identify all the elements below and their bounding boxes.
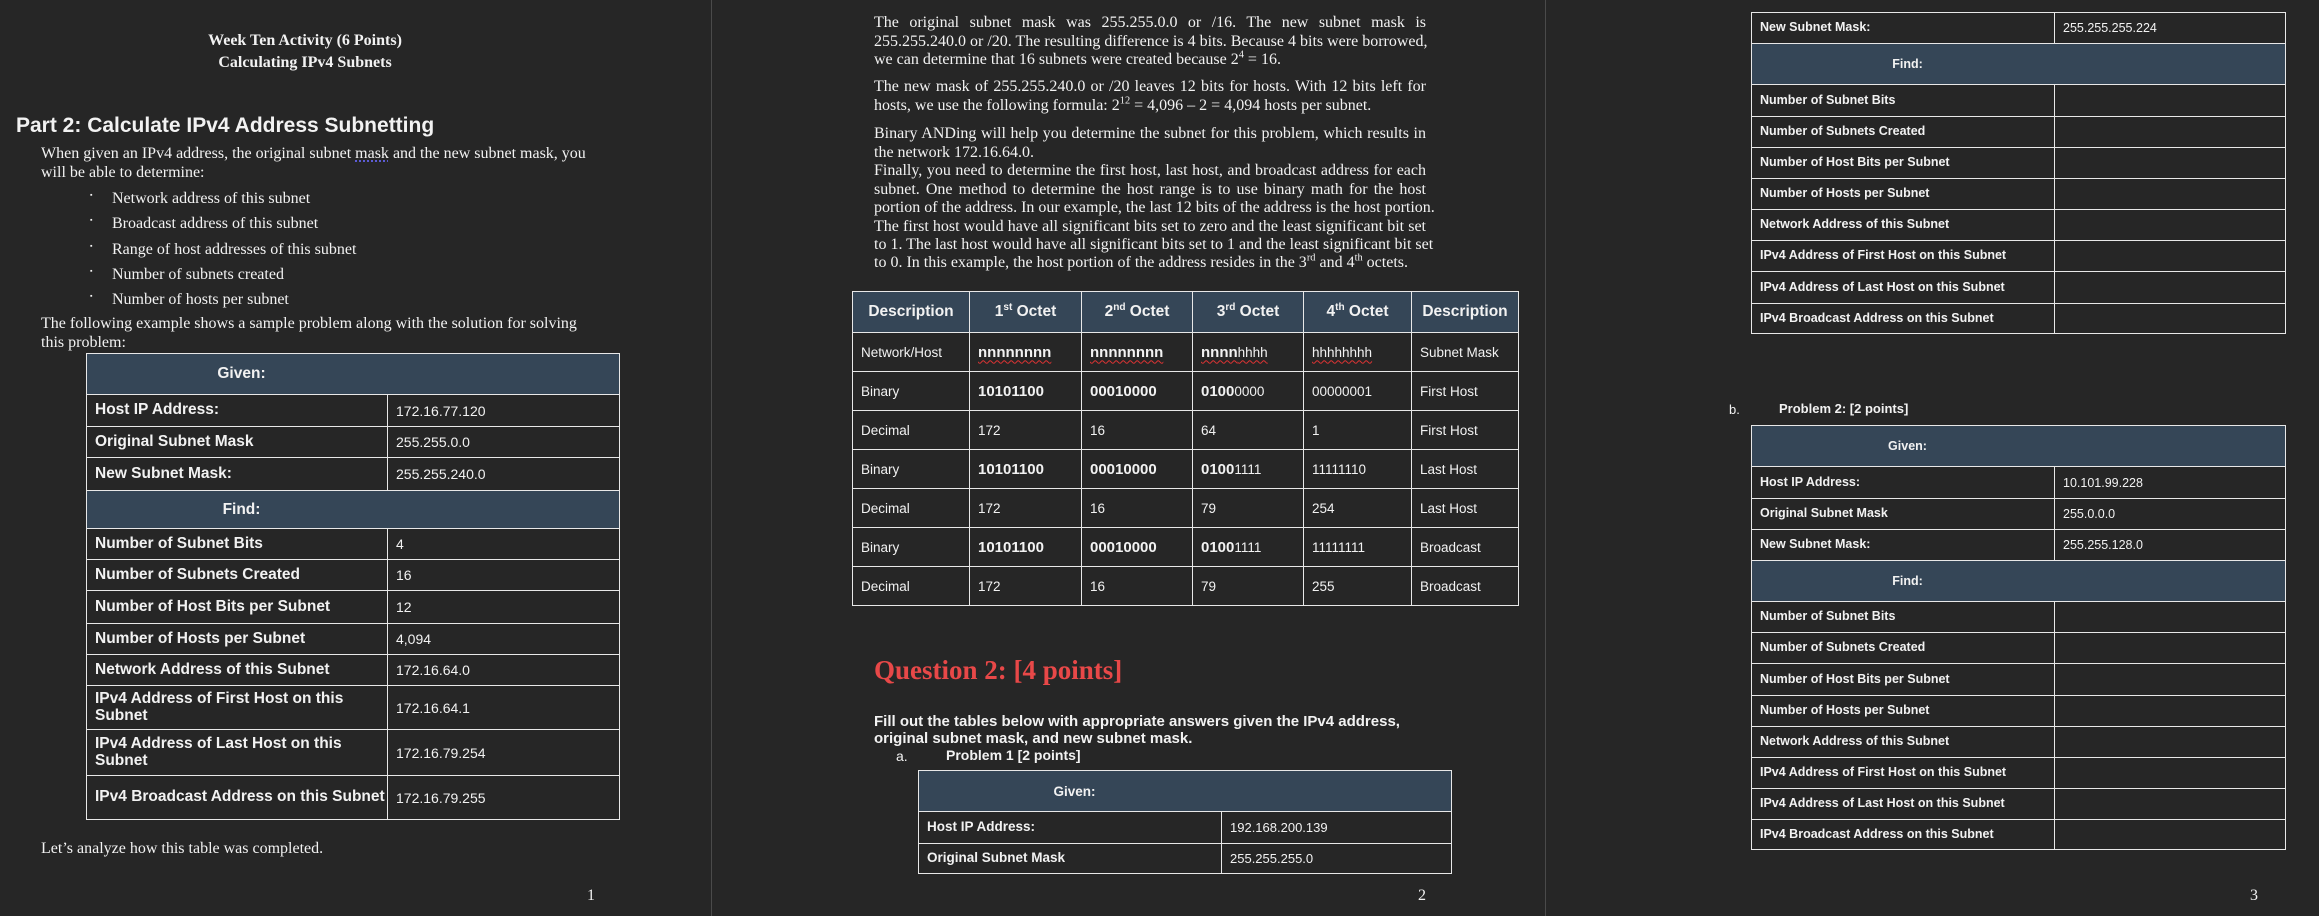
text: octets. (1362, 254, 1408, 271)
row-description: Binary (853, 528, 970, 567)
row-value[interactable] (2055, 117, 2286, 148)
row-description: Last Host (1412, 450, 1519, 489)
row-value: 4 (388, 529, 620, 560)
ordinal-suffix: rd (1225, 301, 1236, 313)
row-value[interactable] (2055, 304, 2286, 334)
list-marker: a. (896, 748, 908, 764)
row-label: IPv4 Address of First Host on this Subnet (87, 686, 388, 730)
list-marker: b. (1729, 402, 1740, 417)
column-header-label: Octet (1235, 303, 1280, 320)
octet-number: 3 (1216, 303, 1226, 320)
section-heading: Part 2: Calculate IPv4 Address Subnetting (16, 114, 435, 137)
host-bits: 00000001 (1312, 383, 1373, 399)
bullet-item: Broadcast address of this subnet (112, 215, 319, 232)
row-value[interactable] (2055, 148, 2286, 179)
table-row (1752, 664, 2286, 696)
octet-number: 4 (1326, 303, 1336, 320)
bullet-item: Number of subnets created (112, 266, 284, 283)
row-value: 255.255.240.0 (388, 458, 620, 491)
paragraph-line: 255.255.240.0 or /20. The resulting difference is 4 bits. Because 4 bits were borrowed, (874, 33, 1428, 50)
bullet-icon: ▪ (90, 191, 93, 199)
row-value[interactable] (2055, 727, 2286, 758)
page-number: 1 (587, 887, 595, 904)
text: we can determine that 16 subnets were created because 2 (874, 51, 1239, 68)
table-row (1752, 602, 2286, 633)
host-bits: 1 (1312, 422, 1320, 438)
table-row (1752, 241, 2286, 272)
row-label: Number of Subnet Bits (1752, 602, 2055, 633)
row-label: IPv4 Broadcast Address on this Subnet (1752, 820, 2055, 850)
row-value: 172.16.77.120 (388, 395, 620, 427)
section-header-label: Find: (222, 500, 261, 518)
row-description: Decimal (853, 489, 970, 528)
text: th (1354, 252, 1363, 264)
row-value: 172.16.64.0 (388, 655, 620, 686)
table-row (1752, 13, 2286, 44)
table-row (1752, 304, 2286, 334)
table-row (1752, 499, 2286, 530)
text: = 16. (1243, 51, 1281, 68)
network-bits: nnnn (1201, 343, 1238, 361)
example-line-1: The following example shows a sample problem along with the solution for solving (41, 315, 577, 332)
row-value: 172.16.79.255 (388, 776, 620, 820)
text: rd (1306, 252, 1316, 264)
example-line-2: this problem: (41, 334, 126, 351)
text: = 4,096 – 2 = 4,094 hosts per subnet. (1130, 97, 1372, 114)
row-label: Number of Host Bits per Subnet (1752, 664, 2055, 696)
row-value[interactable] (2055, 85, 2286, 117)
page-number: 2 (1418, 887, 1426, 904)
table-header-row (1752, 426, 2286, 467)
text: to 0. In this example, the host portion of the address resides in the 3 (874, 254, 1307, 271)
paragraph-line: to 1. The last host would have all significant bits set to 1 and the least significant bit set (874, 236, 1434, 253)
host-bits: 172 (978, 578, 1001, 594)
ordinal-suffix: nd (1113, 301, 1126, 313)
network-bits: 0100 (1201, 460, 1235, 478)
row-label: New Subnet Mask: (1752, 13, 2055, 44)
intro-text: and the new subnet mask, you (388, 145, 586, 162)
row-label: Network Address of this Subnet (87, 655, 388, 686)
column-header-label: Description (868, 303, 954, 320)
row-label: Number of Subnets Created (87, 560, 388, 591)
table-row (1752, 467, 2286, 499)
row-value: 255.0.0.0 (2055, 499, 2286, 530)
row-value[interactable] (2055, 602, 2286, 633)
table-row (1752, 789, 2286, 820)
host-bits: 16 (1090, 500, 1106, 516)
host-bits: 11111111 (1312, 539, 1366, 555)
row-label: Number of Subnets Created (1752, 633, 2055, 664)
row-value: 255.255.0.0 (388, 427, 620, 458)
row-label: Number of Host Bits per Subnet (1752, 148, 2055, 179)
document-title: Week Ten Activity (6 Points) (208, 32, 402, 49)
row-value[interactable] (2055, 179, 2286, 210)
network-bits: 00010000 (1090, 538, 1157, 556)
row-label: Number of Hosts per Subnet (87, 624, 388, 655)
host-bits: 11111110 (1312, 461, 1367, 477)
row-label: Number of Hosts per Subnet (1752, 179, 2055, 210)
row-value: 4,094 (388, 624, 620, 655)
table-row (1752, 148, 2286, 179)
column-header-label: Description (1422, 303, 1508, 320)
row-value[interactable] (2055, 210, 2286, 241)
section-header-label: Find: (1892, 574, 1923, 588)
row-label: IPv4 Address of Last Host on this Subnet (87, 730, 388, 776)
closing-text: Let’s analyze how this table was completed. (41, 840, 324, 857)
network-bits: 10101100 (978, 538, 1044, 556)
problem-2-label: Problem 2: [2 points] (1779, 401, 1909, 416)
row-value[interactable] (2055, 633, 2286, 664)
ordinal-suffix: th (1335, 301, 1345, 313)
table-row (1752, 179, 2286, 210)
paragraph-line: The first host would have all significant bits set to zero and the least significant bit set (874, 218, 1426, 235)
row-label: Host IP Address: (1752, 467, 2055, 499)
paragraph-line: portion of the address. In our example, the last 12 bits of the address is the host portion. (874, 199, 1435, 216)
intro-text: When given an IPv4 address, the original subnet (41, 145, 356, 162)
row-value: 16 (388, 560, 620, 591)
row-description: Broadcast (1412, 567, 1519, 606)
row-label: IPv4 Address of First Host on this Subnet (1752, 241, 2055, 272)
problem-2-table (1751, 425, 2286, 850)
network-bits: 0100 (1201, 382, 1235, 400)
row-label: Original Subnet Mask (919, 844, 1222, 874)
row-description: Broadcast (1412, 528, 1519, 567)
table-header-row (1752, 561, 2286, 602)
table-row (1752, 633, 2286, 664)
table-row (1752, 272, 2286, 304)
bullet-icon: ▪ (90, 242, 93, 250)
row-label: New Subnet Mask: (1752, 530, 2055, 561)
column-header-label: Octet (1012, 303, 1057, 320)
row-value[interactable] (2055, 272, 2286, 304)
row-label: IPv4 Address of First Host on this Subnet (1752, 758, 2055, 789)
table-row (1752, 727, 2286, 758)
instructions-line-2: original subnet mask, and new subnet mask. (874, 730, 1193, 747)
section-header-label: Find: (1892, 57, 1923, 71)
section-header (1752, 426, 2286, 467)
bullet-item: Number of hosts per subnet (112, 291, 289, 308)
network-bits: nnnnnnnn (1090, 343, 1164, 361)
row-label: IPv4 Address of Last Host on this Subnet (1752, 272, 2055, 304)
row-description: Last Host (1412, 489, 1519, 528)
row-label: Original Subnet Mask (87, 427, 388, 458)
bullet-item: Network address of this subnet (112, 190, 311, 207)
host-bits: 64 (1201, 422, 1217, 438)
row-label: Host IP Address: (919, 812, 1222, 844)
row-label: Number of Subnets Created (1752, 117, 2055, 148)
table-row (1752, 820, 2286, 850)
host-bits: 254 (1312, 500, 1335, 516)
row-description: Decimal (853, 411, 970, 450)
row-value: 10.101.99.228 (2055, 467, 2286, 499)
document-subtitle: Calculating IPv4 Subnets (218, 54, 392, 71)
host-bits: 1111 (1234, 539, 1262, 555)
problem-1-label: Problem 1 [2 points] (946, 747, 1081, 763)
network-bits: 0100 (1201, 538, 1235, 556)
host-bits: 79 (1201, 578, 1217, 594)
paragraph-line: subnet. One method to determine the host range is to use binary math for the host (874, 181, 1426, 198)
question-heading: Question 2: [4 points] (874, 655, 1123, 685)
host-bits: 0000 (1234, 383, 1265, 399)
network-bits: 10101100 (978, 382, 1044, 400)
octet-number: 2 (1104, 303, 1114, 320)
row-value: 12 (388, 591, 620, 624)
section-header-label: Given: (1888, 439, 1927, 453)
table-row (1752, 530, 2286, 561)
table-row (1752, 117, 2286, 148)
host-bits: hhhhhhhh (1312, 344, 1373, 360)
text: and 4 (1315, 254, 1355, 271)
host-bits: 1111 (1234, 461, 1262, 477)
row-description: First Host (1412, 411, 1519, 450)
row-value: 192.168.200.139 (1222, 812, 1452, 844)
host-bits: 255 (1312, 578, 1335, 594)
bullet-item: Range of host addresses of this subnet (112, 241, 357, 258)
row-label: IPv4 Address of Last Host on this Subnet (1752, 789, 2055, 820)
host-bits: hhhh (1237, 344, 1268, 360)
row-value: 255.255.255.0 (1222, 844, 1452, 874)
exponent: 12 (1119, 95, 1131, 107)
bullet-icon: ▪ (90, 292, 93, 300)
row-value[interactable] (2055, 696, 2286, 727)
column-header-label: Octet (1125, 303, 1170, 320)
row-label: Number of Hosts per Subnet (1752, 696, 2055, 727)
row-description: Network/Host (853, 333, 970, 372)
row-label: IPv4 Broadcast Address on this Subnet (1752, 304, 2055, 334)
row-value: 172.16.79.254 (388, 730, 620, 776)
row-description: Subnet Mask (1412, 333, 1519, 372)
table-row (1752, 210, 2286, 241)
instructions-line-1: Fill out the tables below with appropriate answers given the IPv4 address, (874, 713, 1400, 730)
row-label: IPv4 Broadcast Address on this Subnet (87, 776, 388, 820)
row-label: Number of Host Bits per Subnet (87, 591, 388, 624)
row-label: New Subnet Mask: (87, 458, 388, 491)
grammar-flagged-word: mask (355, 145, 389, 162)
section-header (1752, 561, 2286, 602)
row-label: Host IP Address: (87, 395, 388, 427)
row-label: Number of Subnet Bits (1752, 85, 2055, 117)
exponent: 4 (1238, 49, 1244, 61)
octet-number: 1 (994, 303, 1004, 320)
paragraph-line: The new mask of 255.255.240.0 or /20 leaves 12 bits for hosts. With 12 bits left for (874, 78, 1426, 95)
bullet-icon: ▪ (90, 267, 93, 275)
paragraph-line: Binary ANDing will help you determine the subnet for this problem, which results in (874, 125, 1426, 142)
row-value: 255.255.128.0 (2055, 530, 2286, 561)
row-value[interactable] (2055, 664, 2286, 696)
bullet-icon: ▪ (90, 216, 93, 224)
row-description: Binary (853, 450, 970, 489)
paragraph-line: The original subnet mask was 255.255.0.0 or /16. The new subnet mask is (874, 14, 1426, 31)
section-header-label: Given: (217, 365, 266, 382)
host-bits: 16 (1090, 578, 1106, 594)
problem-1-find-table (1751, 12, 2286, 334)
row-value[interactable] (2055, 758, 2286, 789)
row-label: Network Address of this Subnet (1752, 727, 2055, 758)
host-bits: 172 (978, 422, 1001, 438)
text: hosts, we use the following formula: 2 (874, 97, 1120, 114)
host-bits: 79 (1201, 500, 1217, 516)
intro-line-2: will be able to determine: (41, 164, 205, 181)
row-description: Decimal (853, 567, 970, 606)
ordinal-suffix: st (1003, 301, 1013, 313)
table-row (1752, 696, 2286, 727)
paragraph-line: the network 172.16.64.0. (874, 144, 1034, 161)
row-value[interactable] (2055, 241, 2286, 272)
row-value: 255.255.255.224 (2055, 13, 2286, 44)
network-bits: 00010000 (1090, 460, 1157, 478)
network-bits: 00010000 (1090, 382, 1157, 400)
row-description: Binary (853, 372, 970, 411)
row-value[interactable] (2055, 820, 2286, 850)
host-bits: 16 (1090, 422, 1106, 438)
host-bits: 172 (978, 500, 1001, 516)
network-bits: nnnnnnnn (978, 343, 1052, 361)
network-bits: 10101100 (978, 460, 1044, 478)
table-row (1752, 758, 2286, 789)
row-value: 172.16.64.1 (388, 686, 620, 730)
row-label: Number of Subnet Bits (87, 529, 388, 560)
row-description: First Host (1412, 372, 1519, 411)
section-header-label: Given: (1053, 783, 1096, 799)
paragraph-line: Finally, you need to determine the first host, last host, and broadcast address for each (874, 162, 1426, 179)
row-label: Original Subnet Mask (1752, 499, 2055, 530)
section-header (1752, 44, 2286, 85)
page-number: 3 (2250, 887, 2258, 904)
table-header-row (1752, 44, 2286, 85)
column-header-label: Octet (1344, 303, 1389, 320)
table-row (1752, 85, 2286, 117)
row-label: Network Address of this Subnet (1752, 210, 2055, 241)
row-value[interactable] (2055, 789, 2286, 820)
